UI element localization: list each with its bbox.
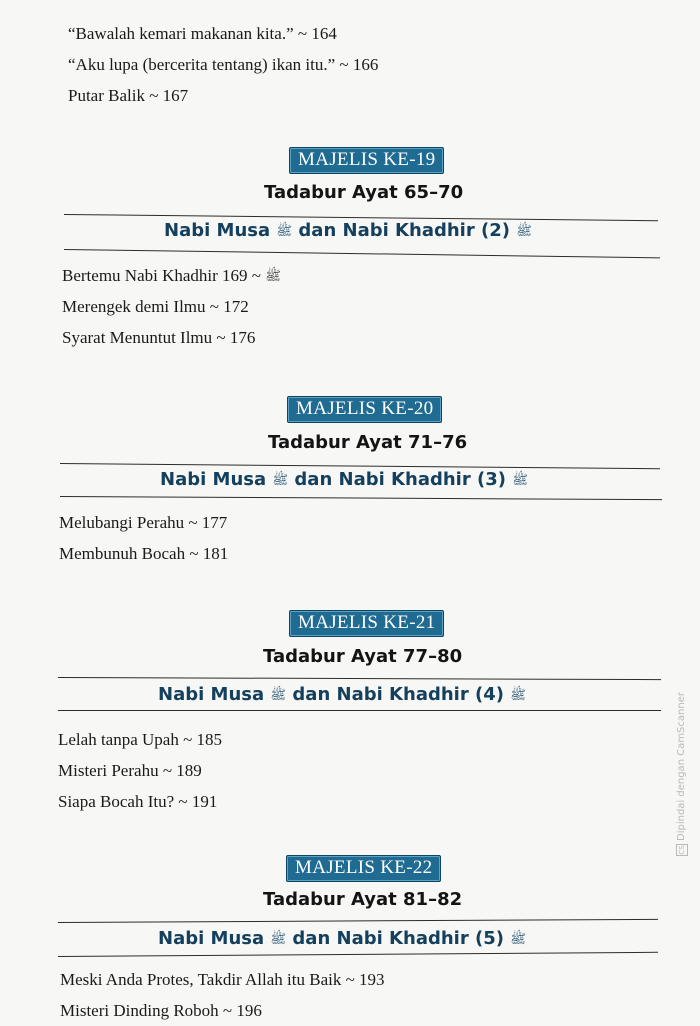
divider-line [64, 249, 660, 258]
section-subtitle: Tadabur Ayat 71–76 [268, 432, 468, 453]
honorific-glyph: ﷺ [270, 688, 287, 703]
honorific-glyph: ﷺ [516, 224, 532, 239]
topic-part-number: (2) [481, 220, 510, 241]
divider-line [58, 710, 661, 711]
topic-heading [158, 684, 526, 707]
toc-entry: Putar Balik ~ 167 [68, 86, 189, 105]
toc-entry: Meski Anda Protes, Takdir Allah itu Baik ~ 193 [60, 970, 385, 989]
toc-entry: Melubangi Perahu ~ 177 [59, 513, 228, 532]
honorific-glyph: ﷺ [276, 224, 293, 239]
divider-line [58, 952, 658, 957]
toc-entry: Membunuh Bocah ~ 181 [59, 544, 229, 563]
toc-entry: “Aku lupa (bercerita tentang) ikan itu.” ~ 166 [68, 55, 379, 74]
topic-prophet-musa: Nabi Musa [164, 220, 271, 241]
honorific-glyph: ﷺ [510, 688, 526, 703]
scanner-watermark [676, 692, 688, 856]
topic-part-number: (4) [475, 684, 504, 705]
divider-line [58, 677, 661, 680]
honorific-glyph: ﷺ [510, 932, 526, 947]
toc-entry: “Bawalah kemari makanan kita.” ~ 164 [68, 24, 337, 43]
toc-entry-page: ~ 169 [222, 266, 266, 285]
honorific-glyph: ﷺ [270, 932, 287, 947]
majelis-badge: MAJELIS KE-19 [289, 147, 444, 174]
topic-prophet-musa: Nabi Musa [158, 928, 265, 949]
toc-entry: Siapa Bocah Itu? ~ 191 [58, 792, 218, 811]
majelis-badge: MAJELIS KE-20 [287, 396, 442, 423]
honorific-glyph: ﷺ [265, 268, 281, 283]
divider-line [58, 919, 658, 923]
topic-prophet-khadhir: dan Nabi Khadhir [292, 928, 469, 949]
topic-prophet-musa: Nabi Musa [160, 469, 267, 490]
toc-entry: Lelah tanpa Upah ~ 185 [58, 730, 223, 749]
section-subtitle: Tadabur Ayat 65–70 [264, 182, 464, 203]
toc-entry: Merengek demi Ilmu ~ 172 [62, 297, 249, 316]
majelis-badge: MAJELIS KE-22 [286, 855, 441, 882]
watermark-text: Dipindai dengan CamScanner [676, 692, 687, 841]
topic-heading [158, 928, 526, 951]
topic-prophet-khadhir: dan Nabi Khadhir [292, 684, 469, 705]
topic-prophet-musa: Nabi Musa [158, 684, 265, 705]
topic-heading [164, 220, 532, 243]
camscanner-logo-icon: CS [678, 845, 686, 855]
topic-part-number: (5) [475, 928, 504, 949]
topic-heading [160, 469, 528, 492]
toc-entry: Syarat Menuntut Ilmu ~ 176 [62, 328, 256, 347]
honorific-glyph: ﷺ [512, 473, 528, 488]
topic-prophet-khadhir: dan Nabi Khadhir [294, 469, 471, 490]
toc-entry: Misteri Dinding Roboh ~ 196 [60, 1001, 262, 1020]
topic-prophet-khadhir: dan Nabi Khadhir [298, 220, 475, 241]
divider-line [60, 496, 662, 500]
section-subtitle: Tadabur Ayat 81–82 [263, 889, 463, 910]
toc-entry: Misteri Perahu ~ 189 [58, 761, 202, 780]
section-subtitle: Tadabur Ayat 77–80 [263, 646, 463, 667]
toc-entry-title: Bertemu Nabi Khadhir [62, 266, 218, 285]
toc-entry [62, 266, 281, 286]
topic-part-number: (3) [477, 469, 506, 490]
majelis-badge: MAJELIS KE-21 [289, 610, 444, 637]
honorific-glyph: ﷺ [272, 473, 289, 488]
